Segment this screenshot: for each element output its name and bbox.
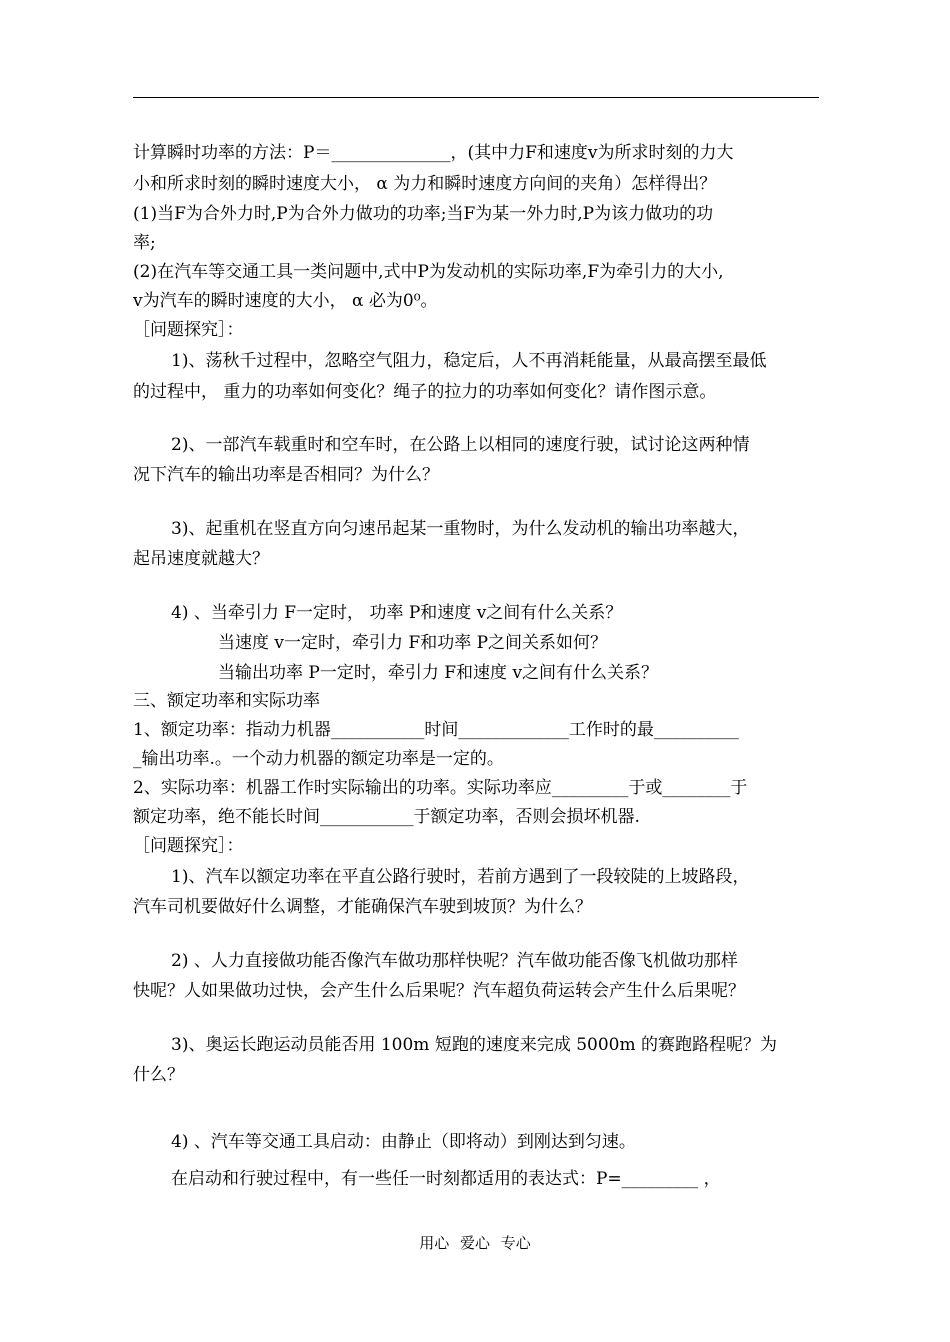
section-heading: ［问题探究］： (133, 836, 244, 856)
text-line: _输出功率.。一个动力机器的额定功率是一定的。 (133, 749, 504, 769)
text-line: 快呢？人如果做功过快，会产生什么后果呢？汽车超负荷运转会产生什么后果呢？ (133, 981, 745, 1001)
text-line: 况下汽车的输出功率是否相同？为什么？ (133, 465, 439, 485)
question-1: 1)、汽车以额定功率在平直公路行驶时，若前方遇到了一段较陡的上坡路段， (171, 867, 750, 887)
text-line: 在启动和行驶过程中，有一些任一时刻都适用的表达式：P=_________ ， (171, 1169, 721, 1189)
question-2: 2)、一部汽车载重时和空车时，在公路上以相同的速度行驶，试讨论这两种情 (171, 435, 750, 455)
section-title: 三、额定功率和实际功率 (133, 691, 320, 711)
text-line: (1)当F为合外力时,P为合外力做功的功率;当F为某一外力时,P为该力做功的功 (133, 204, 714, 224)
page-footer: 用心 爱心 专心 (419, 1234, 531, 1252)
text-line: 当速度 v一定时，牵引力 F和功率 P之间关系如何？ (218, 633, 608, 653)
question-3: 3)、起重机在竖直方向匀速吊起某一重物时，为什么发动机的输出功率越大， (171, 519, 750, 539)
question-4: 4) 、汽车等交通工具启动：由静止（即将动）到刚达到匀速。 (171, 1132, 636, 1152)
text-line: 的过程中， 重力的功率如何变化？绳子的拉力的功率如何变化？请作图示意。 (133, 382, 717, 402)
question-1: 1)、荡秋千过程中，忽略空气阻力，稳定后，人不再消耗能量，从最高摆至最低 (171, 351, 767, 371)
text-line: (2)在汽车等交通工具一类问题中,式中P为发动机的实际功率,F为牵引力的大小, (133, 262, 724, 282)
text-line: 2、实际功率：机器工作时实际输出的功率。实际功率应_________于或________于 (133, 778, 748, 798)
text-line: 计算瞬时功率的方法：P＝______________，(其中力F和速度v为所求时刻的力大 (133, 143, 734, 163)
text-line: 小和所求时刻的瞬时速度大小， α 为力和瞬时速度方向间的夹角）怎样得出？ (133, 174, 717, 194)
question-2: 2) 、人力直接做功能否像汽车做功那样快呢？汽车做功能否像飞机做功那样 (171, 951, 738, 971)
text-line: v为汽车的瞬时速度的大小， α 必为0⁰。 (133, 291, 438, 311)
question-4: 4) 、当牵引力 F一定时， 功率 P和速度 v之间有什么关系？ (171, 603, 623, 623)
text-line: 汽车司机要做好什么调整，才能确保汽车驶到坡顶？为什么？ (133, 897, 592, 917)
text-line: 额定功率，绝不能长时间___________于额定功率，否则会损坏机器. (133, 807, 640, 827)
section-heading: ［问题探究］： (133, 320, 244, 340)
text-line: 1、额定功率：指动力机器___________时间_____________工作时的最__________ (133, 720, 739, 740)
header-rule (133, 97, 819, 98)
text-line: 起吊速度就越大？ (133, 549, 269, 569)
text-line: 什么？ (133, 1065, 184, 1085)
text-line: 率; (133, 233, 156, 253)
question-3: 3)、奥运长跑运动员能否用 100m 短跑的速度来完成 5000m 的赛跑路程呢？为 (171, 1035, 778, 1055)
text-line: 当输出功率 P一定时，牵引力 F和速度 v之间有什么关系？ (218, 663, 659, 683)
